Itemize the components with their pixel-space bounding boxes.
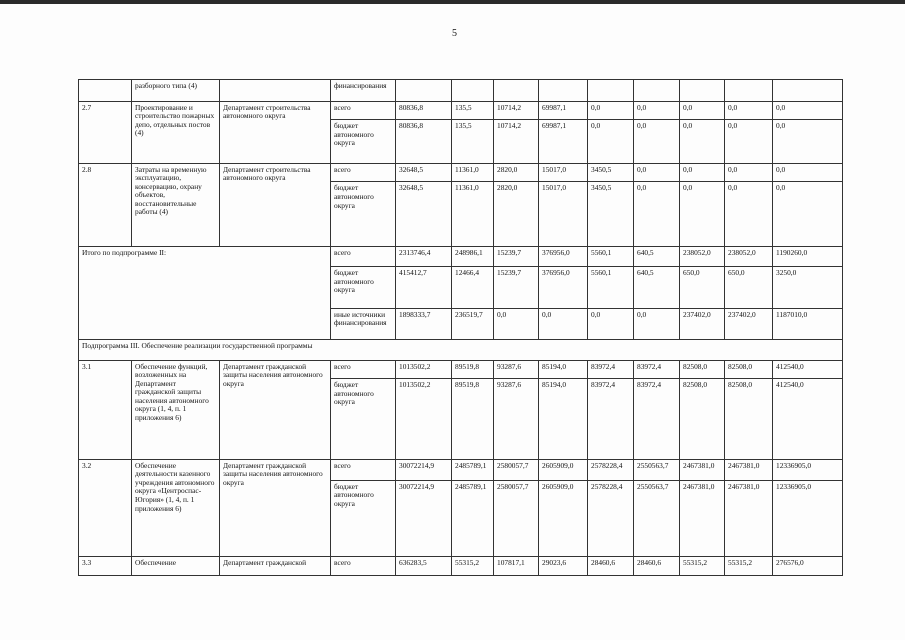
amount-cell: 238052,0 — [680, 246, 725, 267]
item-number: 2.7 — [79, 101, 132, 163]
amount-cell: 135,5 — [452, 120, 494, 163]
funding-source: иные источники финансирования — [331, 308, 396, 339]
amount-cell: 28460,6 — [588, 557, 634, 576]
amount-cell: 0,0 — [773, 120, 843, 163]
amount-cell: 32648,5 — [396, 163, 452, 182]
amount-cell: 238052,0 — [725, 246, 773, 267]
amount-cell: 2313746,4 — [396, 246, 452, 267]
amount-cell — [539, 80, 588, 102]
funding-source: бюджет автономного округа — [331, 379, 396, 460]
amount-cell: 0,0 — [680, 120, 725, 163]
amount-cell: 1013502,2 — [396, 360, 452, 379]
amount-cell: 237402,0 — [680, 308, 725, 339]
funding-source: всего — [331, 246, 396, 267]
funding-source: финансирования — [331, 80, 396, 102]
amount-cell: 2578228,4 — [588, 480, 634, 557]
amount-cell: 69987,1 — [539, 120, 588, 163]
amount-cell: 0,0 — [680, 163, 725, 182]
amount-cell: 0,0 — [773, 101, 843, 120]
amount-cell: 636283,5 — [396, 557, 452, 576]
amount-cell: 10714,2 — [494, 120, 539, 163]
amount-cell: 2605909,0 — [539, 480, 588, 557]
amount-cell: 83972,4 — [634, 360, 680, 379]
amount-cell: 376956,0 — [539, 267, 588, 308]
item-name: Затраты на временную эксплуатацию, консервацию, охрану объектов, восстановительные работы (4) — [132, 163, 220, 246]
amount-cell: 12336905,0 — [773, 480, 843, 557]
amount-cell: 0,0 — [680, 182, 725, 246]
item-executor — [220, 80, 331, 102]
amount-cell: 0,0 — [725, 182, 773, 246]
amount-cell: 236519,7 — [452, 308, 494, 339]
table-row — [79, 360, 843, 379]
amount-cell: 0,0 — [680, 101, 725, 120]
item-number: 2.8 — [79, 163, 132, 246]
amount-cell: 0,0 — [634, 120, 680, 163]
item-number — [79, 80, 132, 102]
funding-source: бюджет автономного округа — [331, 182, 396, 246]
item-number: 3.2 — [79, 459, 132, 556]
amount-cell: 11361,0 — [452, 182, 494, 246]
item-name: Обеспечение — [132, 557, 220, 576]
item-executor: Департамент строительства автономного округа — [220, 101, 331, 163]
funding-source: бюджет автономного округа — [331, 480, 396, 557]
amount-cell: 1190260,0 — [773, 246, 843, 267]
amount-cell — [494, 80, 539, 102]
amount-cell: 82508,0 — [680, 379, 725, 460]
amount-cell: 89519,8 — [452, 379, 494, 460]
budget-table — [78, 79, 843, 576]
amount-cell: 2485789,1 — [452, 480, 494, 557]
amount-cell — [452, 80, 494, 102]
amount-cell: 82508,0 — [680, 360, 725, 379]
amount-cell: 15239,7 — [494, 267, 539, 308]
amount-cell: 89519,8 — [452, 360, 494, 379]
amount-cell: 83972,4 — [634, 379, 680, 460]
amount-cell: 15017,0 — [539, 163, 588, 182]
amount-cell: 237402,0 — [725, 308, 773, 339]
amount-cell: 0,0 — [725, 163, 773, 182]
page-number: 5 — [452, 28, 457, 39]
amount-cell: 276576,0 — [773, 557, 843, 576]
amount-cell: 11361,0 — [452, 163, 494, 182]
amount-cell: 0,0 — [539, 308, 588, 339]
amount-cell: 85194,0 — [539, 360, 588, 379]
funding-source: всего — [331, 101, 396, 120]
section-row — [79, 339, 843, 360]
amount-cell — [725, 80, 773, 102]
amount-cell: 2580057,7 — [494, 480, 539, 557]
amount-cell: 640,5 — [634, 246, 680, 267]
amount-cell: 3450,5 — [588, 163, 634, 182]
amount-cell: 107817,1 — [494, 557, 539, 576]
amount-cell: 28460,6 — [634, 557, 680, 576]
amount-cell: 55315,2 — [452, 557, 494, 576]
amount-cell: 83972,4 — [588, 379, 634, 460]
table-row — [79, 246, 843, 267]
amount-cell: 2605909,0 — [539, 459, 588, 480]
amount-cell: 93287,6 — [494, 360, 539, 379]
funding-source: бюджет автономного округа — [331, 267, 396, 308]
amount-cell: 93287,6 — [494, 379, 539, 460]
amount-cell — [634, 80, 680, 102]
scan-top-edge — [0, 0, 905, 4]
item-name: разборного типа (4) — [132, 80, 220, 102]
item-number: 3.1 — [79, 360, 132, 459]
amount-cell: 15017,0 — [539, 182, 588, 246]
amount-cell: 82508,0 — [725, 360, 773, 379]
item-executor: Департамент строительства автономного округа — [220, 163, 331, 246]
amount-cell: 0,0 — [773, 163, 843, 182]
amount-cell: 69987,1 — [539, 101, 588, 120]
amount-cell: 650,0 — [680, 267, 725, 308]
amount-cell: 135,5 — [452, 101, 494, 120]
amount-cell: 640,5 — [634, 267, 680, 308]
amount-cell: 0,0 — [588, 308, 634, 339]
amount-cell: 412540,0 — [773, 360, 843, 379]
section-title: Подпрограмма III. Обеспечение реализации государственной программы — [79, 339, 843, 360]
amount-cell: 12466,4 — [452, 267, 494, 308]
item-name: Проектирование и строительство пожарных депо, отдельных постов (4) — [132, 101, 220, 163]
amount-cell: 2485789,1 — [452, 459, 494, 480]
amount-cell: 32648,5 — [396, 182, 452, 246]
item-executor: Департамент гражданской защиты населения автономного округа — [220, 459, 331, 556]
amount-cell: 415412,7 — [396, 267, 452, 308]
table-row — [79, 101, 843, 120]
amount-cell — [588, 80, 634, 102]
item-name: Обеспечение функций, возложенных на Департамент гражданской защиты населения автономного округа (1, 4, п. 1 приложения 6) — [132, 360, 220, 459]
amount-cell: 1013502,2 — [396, 379, 452, 460]
amount-cell: 3250,0 — [773, 267, 843, 308]
amount-cell: 412540,0 — [773, 379, 843, 460]
funding-source: бюджет автономного округа — [331, 120, 396, 163]
table-row — [79, 163, 843, 182]
amount-cell: 2550563,7 — [634, 480, 680, 557]
funding-source: всего — [331, 163, 396, 182]
amount-cell: 80836,8 — [396, 101, 452, 120]
amount-cell: 0,0 — [494, 308, 539, 339]
amount-cell: 2820,0 — [494, 163, 539, 182]
amount-cell: 2467381,0 — [725, 480, 773, 557]
amount-cell: 85194,0 — [539, 379, 588, 460]
amount-cell: 650,0 — [725, 267, 773, 308]
amount-cell: 0,0 — [725, 101, 773, 120]
amount-cell: 30072214,9 — [396, 459, 452, 480]
amount-cell: 0,0 — [634, 163, 680, 182]
amount-cell: 80836,8 — [396, 120, 452, 163]
amount-cell: 2467381,0 — [680, 480, 725, 557]
amount-cell: 5560,1 — [588, 246, 634, 267]
amount-cell: 0,0 — [725, 120, 773, 163]
item-name: Обеспечение деятельности казенного учреждения автономного округа «Центроспас-Югория» (1, 4, п. 1 приложения 6) — [132, 459, 220, 556]
table-row — [79, 459, 843, 480]
subtotal-label: Итого по подпрограмме II: — [79, 246, 331, 339]
amount-cell: 0,0 — [588, 120, 634, 163]
amount-cell: 2580057,7 — [494, 459, 539, 480]
table-row — [79, 80, 843, 102]
amount-cell: 248986,1 — [452, 246, 494, 267]
funding-source: всего — [331, 557, 396, 576]
amount-cell: 2467381,0 — [680, 459, 725, 480]
amount-cell: 2550563,7 — [634, 459, 680, 480]
item-number: 3.3 — [79, 557, 132, 576]
amount-cell: 0,0 — [773, 182, 843, 246]
amount-cell: 0,0 — [634, 182, 680, 246]
amount-cell: 12336905,0 — [773, 459, 843, 480]
amount-cell: 0,0 — [634, 101, 680, 120]
amount-cell: 2820,0 — [494, 182, 539, 246]
amount-cell: 15239,7 — [494, 246, 539, 267]
table-row — [79, 557, 843, 576]
amount-cell: 82508,0 — [725, 379, 773, 460]
amount-cell: 2578228,4 — [588, 459, 634, 480]
amount-cell: 29023,6 — [539, 557, 588, 576]
funding-source: всего — [331, 360, 396, 379]
item-executor: Департамент гражданской — [220, 557, 331, 576]
item-executor: Департамент гражданской защиты населения автономного округа — [220, 360, 331, 459]
amount-cell: 30072214,9 — [396, 480, 452, 557]
amount-cell — [396, 80, 452, 102]
amount-cell: 0,0 — [588, 101, 634, 120]
amount-cell: 1898333,7 — [396, 308, 452, 339]
amount-cell: 10714,2 — [494, 101, 539, 120]
amount-cell: 3450,5 — [588, 182, 634, 246]
amount-cell: 1187010,0 — [773, 308, 843, 339]
amount-cell: 83972,4 — [588, 360, 634, 379]
amount-cell — [773, 80, 843, 102]
amount-cell: 2467381,0 — [725, 459, 773, 480]
amount-cell: 55315,2 — [725, 557, 773, 576]
funding-source: всего — [331, 459, 396, 480]
amount-cell: 0,0 — [634, 308, 680, 339]
amount-cell: 55315,2 — [680, 557, 725, 576]
amount-cell — [680, 80, 725, 102]
amount-cell: 376956,0 — [539, 246, 588, 267]
amount-cell: 5560,1 — [588, 267, 634, 308]
